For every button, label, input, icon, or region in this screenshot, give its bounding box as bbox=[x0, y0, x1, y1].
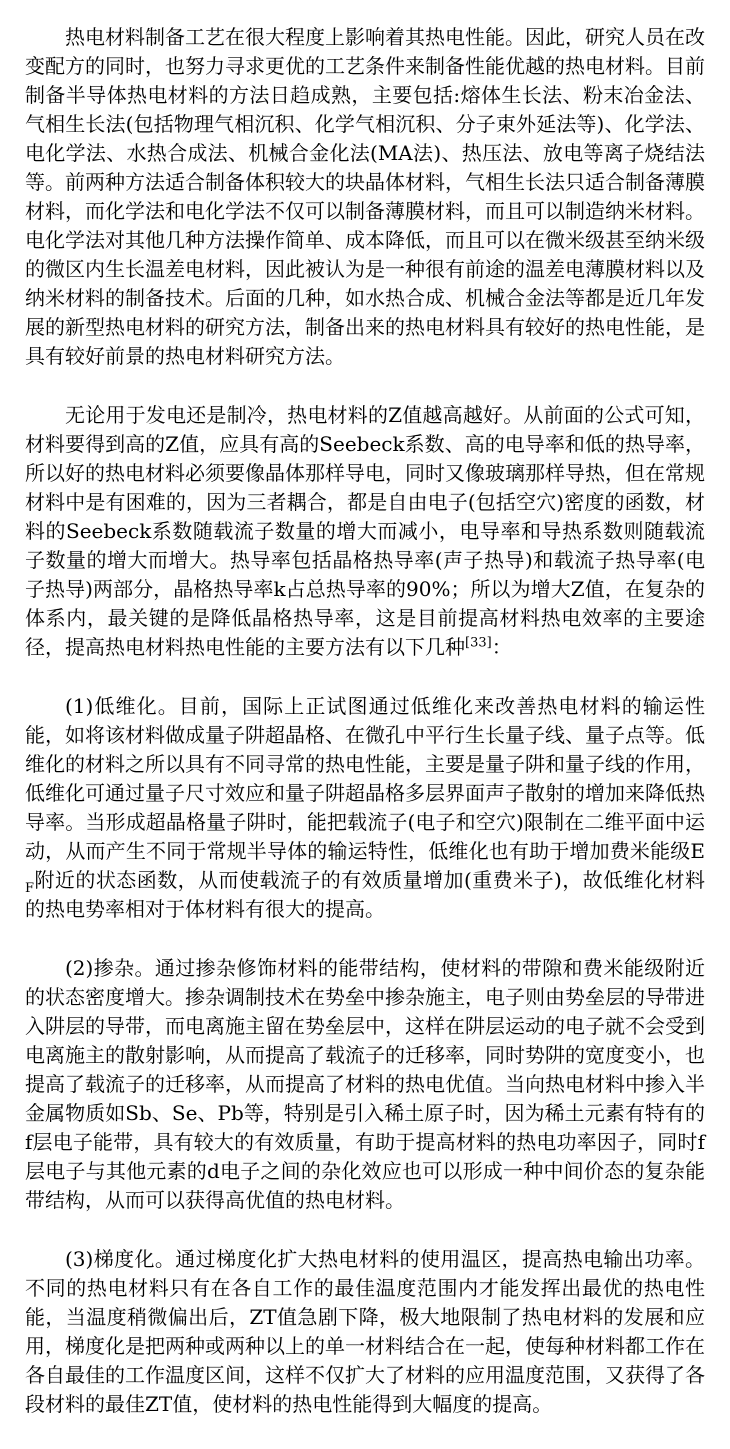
paragraph-low-dimensionalization bbox=[25, 692, 705, 924]
paragraph-low-dim-text: (1)低维化。目前，国际上正试图通过低维化来改善热电材料的输运性能，如将该材料做成量子阱超晶格、在微孔中平行生长量子线、量子点等。低维化的材料之所以具有不同寻常的热电性能，主要是量子阱和量子线的作用，低维化可通过量子尺寸效应和量子阱超晶格多层界面声子散射的增加来降低热导率。当形成超晶格量子阱时，能把载流子(电子和空穴)限制在二维平面中运动，从而产生不同于常规半导体的输运特性，低维化也有助于增加费米能级E bbox=[25, 694, 705, 863]
paragraph-z-value bbox=[25, 401, 705, 662]
paragraph-low-dim-text-continued: 附近的状态函数，从而使载流子的有效质量增加(重费米子)，故低维化材料的热电势率相对于体材料有很大的提高。 bbox=[25, 868, 705, 921]
paragraph-doping: (2)掺杂。通过掺杂修饰材料的能带结构，使材料的带隙和费米能级附近的状态密度增大。掺杂调制技术在势垒中掺杂施主，电子则由势垒层的导带进入阱层的导带，而电离施主留在势垒层中，这样在阱层运动的电子就不会受到电离施主的散射影响，从而提高了载流子的迁移率，同时势阱的宽度变小，也提高了载流子的迁移率，从而提高了材料的热电优值。当向热电材料中掺入半金属物质如Sb、Se、Pb等，特别是引入稀土原子时，因为稀土元素有特有的f层电子能带，具有较大的有效质量，有助于提高材料的热电功率因子，同时f层电子与其他元素的d电子之间的杂化效应也可以形成一种中间价态的复杂能带结构，从而可以获得高优值的热电材料。 bbox=[25, 956, 705, 1212]
paragraph-gradient: (3)梯度化。通过梯度化扩大热电材料的使用温区，提高热电输出功率。不同的热电材料只有在各自工作的最佳温度范围内才能发挥出最优的热电性能，当温度稍微偏出后，ZT值急剧下降，极大地限制了热电材料的发展和应用，梯度化是把两种或两种以上的单一材料结合在一起，使每种材料都工作在各自最佳的工作温度区间，这样不仅扩大了材料的应用温度范围，又获得了各段材料的最佳ZT值，使材料的热电性能得到大幅度的提高。 bbox=[25, 1247, 705, 1416]
paragraph-preparation-methods: 热电材料制备工艺在很大程度上影响着其热电性能。因此，研究人员在改变配方的同时，也努力寻求更优的工艺条件来制备性能优越的热电材料。目前制备半导体热电材料的方法日趋成熟，主要包括:熔体生长法、粉末冶金法、气相生长法(包括物理气相沉积、化学气相沉积、分子束外延法等)、化学法、电化学法、水热合成法、机械合金化法(MA法)、热压法、放电等离子烧结法等。前两种方法适合制备体积较大的块晶体材料，气相生长法只适合制备薄膜材料，而化学法和电化学法不仅可以制备薄膜材料，而且可以制造纳米材料。电化学法对其他几种方法操作简单、成本降低，而且可以在微米级甚至纳米级的微区内生长温差电材料，因此被认为是一种很有前途的温差电薄膜材料以及纳米材料的制备技术。后面的几种，如水热合成、机械合金法等都是近几年发展的新型热电材料的研究方法，制备出来的热电材料具有较好的热电性能，是具有较好前景的热电材料研究方法。 bbox=[25, 25, 705, 368]
paragraph-z-value-text: 无论用于发电还是制冷，热电材料的Z值越高越好。从前面的公式可知，材料要得到高的Z值，应具有高的Seebeck系数、高的电导率和低的热导率，所以好的热电材料必须要像晶体那样导电，同时又像玻璃那样导热，但在常规材料中是有困难的，因为三者耦合，都是自由电子(包括空穴)密度的函数，材料的Seebeck系数随载流子数量的增大而减小，电导率和导热系数则随载流子数量的增大而增大。热导率包括晶格热导率(声子热导)和载流子热导率(电子热导)两部分，晶格热导率k占总热导率的90%；所以为增大Z值，在复杂的体系内，最关键的是降低晶格热导率，这是目前提高材料热电效率的主要途径，提高热电材料热电性能的主要方法有以下几种 bbox=[25, 403, 705, 659]
citation-33-superscript: [33] bbox=[465, 635, 492, 651]
fermi-level-subscript: F bbox=[25, 881, 35, 896]
paragraph-z-value-colon: ： bbox=[491, 635, 512, 659]
